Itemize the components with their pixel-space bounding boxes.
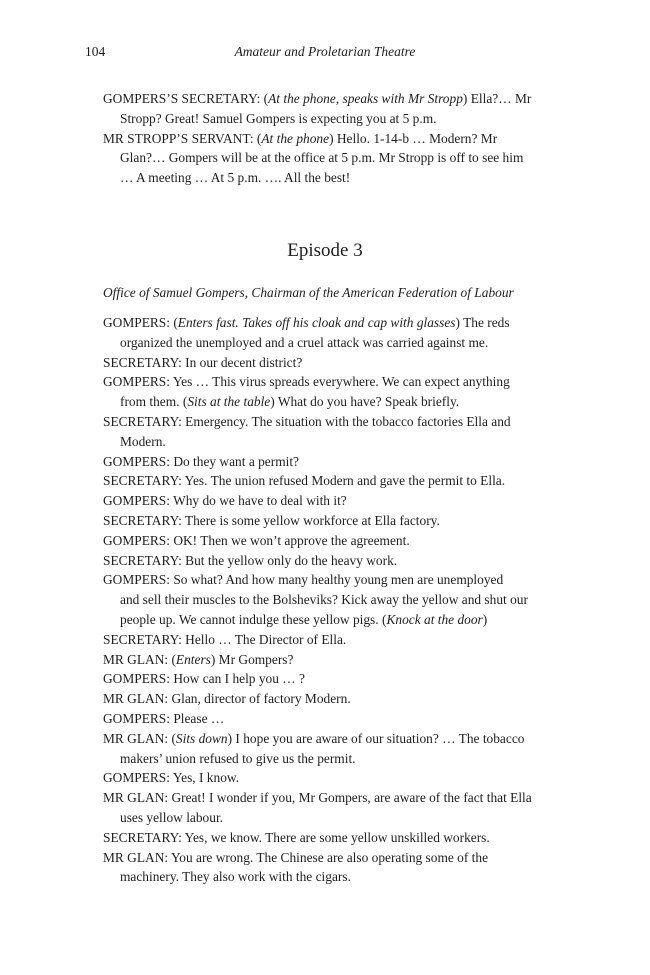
- dialogue-line-continuation: [103, 610, 553, 630]
- dialogue-text: ) Ella?… Mr: [462, 91, 532, 106]
- dialogue-text: SECRETARY: Yes, we know. There are some yellow unskilled workers.: [103, 829, 490, 845]
- dialogue-text: GOMPERS: How can I help you … ?: [103, 671, 305, 687]
- dialogue-text: MR STROPP’S SERVANT: (: [103, 130, 262, 146]
- dialogue-line-continuation: [103, 109, 553, 129]
- dialogue-text: ) Hello. 1-14-b … Modern? Mr: [329, 130, 498, 146]
- dialogue-text: GOMPERS: Please …: [103, 710, 225, 726]
- page-header: [0, 44, 650, 64]
- dialogue-line-continuation: [103, 749, 553, 769]
- dialogue-line: [103, 788, 553, 808]
- dialogue-line-continuation: [103, 590, 553, 610]
- dialogue-text: SECRETARY: Yes. The union refused Modern and gave the permit to Ella.: [103, 473, 506, 489]
- dialogue-line: [103, 848, 553, 868]
- dialogue-text: makers’ union refused to give us the permit.: [120, 750, 356, 766]
- stage-direction: Sits down: [175, 730, 228, 746]
- dialogue-text: SECRETARY: Hello … The Director of Ella.: [103, 631, 347, 647]
- dialogue-line: [103, 768, 553, 788]
- dialogue-text: people up. We cannot indulge these yellow pigs. (: [120, 611, 387, 627]
- dialogue-line: [103, 570, 553, 590]
- dialogue-line: [103, 353, 553, 373]
- dialogue-text: MR GLAN: (: [103, 730, 176, 746]
- stage-direction: At the phone, speaks with Mr Stropp: [268, 91, 463, 106]
- dialogue-text: MR GLAN: (: [103, 651, 176, 667]
- dialogue-text: SECRETARY: There is some yellow workforce at Ella factory.: [103, 512, 440, 528]
- dialogue-text: from them. (: [120, 394, 188, 410]
- stage-direction: At the phone: [261, 130, 330, 146]
- dialogue-line: [103, 129, 553, 149]
- dialogue-text: MR GLAN: Great! I wonder if you, Mr Gompers, are aware of the fact that Ella: [103, 790, 532, 806]
- dialogue-line: [103, 689, 553, 709]
- dialogue-line: [103, 412, 553, 432]
- stage-direction: Enters fast. Takes off his cloak and cap with glasses: [177, 315, 456, 330]
- episode-dialogue: [103, 313, 553, 887]
- dialogue-line: [103, 630, 553, 650]
- top-dialogue: [103, 89, 553, 188]
- dialogue-text: organized the unemployed and a cruel attack was carried against me.: [120, 334, 489, 350]
- dialogue-text: ) I hope you are aware of our situation? … The tobacco: [227, 730, 525, 746]
- dialogue-line-continuation: [103, 168, 553, 188]
- stage-direction: Sits at the table: [187, 394, 271, 410]
- dialogue-line: [103, 491, 553, 511]
- dialogue-line-continuation: [103, 392, 553, 412]
- dialogue-line-continuation: [103, 333, 553, 353]
- dialogue-line: [103, 471, 553, 491]
- dialogue-text: ): [482, 611, 488, 627]
- dialogue-text: SECRETARY: In our decent district?: [103, 354, 303, 370]
- dialogue-text: MR GLAN: You are wrong. The Chinese are also operating some of the: [103, 849, 489, 865]
- dialogue-text: SECRETARY: But the yellow only do the heavy work.: [103, 552, 398, 568]
- dialogue-line: [103, 828, 553, 848]
- dialogue-text: ) The reds: [455, 315, 510, 330]
- dialogue-line-continuation: [103, 867, 553, 887]
- dialogue-text: MR GLAN: Glan, director of factory Modern.: [103, 691, 351, 707]
- dialogue-text: GOMPERS: Yes … This virus spreads everywhere. We can expect anything: [103, 374, 510, 390]
- dialogue-text: GOMPERS: OK! Then we won’t approve the agreement.: [103, 532, 410, 548]
- dialogue-text: and sell their muscles to the Bolsheviks? Kick away the yellow and shut our: [120, 592, 528, 608]
- scene-setting: Office of Samuel Gompers, Chairman of the American Federation of Labour: [103, 285, 514, 300]
- episode-title: Episode 3: [287, 240, 363, 261]
- dialogue-line: [103, 511, 553, 531]
- dialogue-line: [103, 452, 553, 472]
- dialogue-line: [103, 89, 553, 109]
- dialogue-line-continuation: [103, 808, 553, 828]
- dialogue-line-continuation: [103, 432, 553, 452]
- dialogue-line: [103, 729, 553, 749]
- dialogue-text: … A meeting … At 5 p.m. …. All the best!: [120, 170, 351, 186]
- dialogue-text: GOMPERS: Do they want a permit?: [103, 453, 300, 469]
- dialogue-line: [103, 709, 553, 729]
- dialogue-line: [103, 313, 553, 333]
- dialogue-line: [103, 531, 553, 551]
- dialogue-text: ) Mr Gompers?: [210, 651, 294, 667]
- dialogue-text: GOMPERS’S SECRETARY: (: [103, 91, 269, 106]
- dialogue-text: ) What do you have? Speak briefly.: [270, 394, 460, 410]
- stage-direction: Enters: [175, 651, 211, 667]
- dialogue-line: [103, 372, 553, 392]
- running-title: Amateur and Proletarian Theatre: [234, 44, 416, 59]
- dialogue-text: GOMPERS: Yes, I know.: [103, 770, 240, 786]
- dialogue-line: [103, 669, 553, 689]
- dialogue-text: Modern.: [120, 433, 166, 449]
- dialogue-text: Glan?… Gompers will be at the office at 5 p.m. Mr Stropp is off to see him: [120, 150, 524, 166]
- dialogue-text: uses yellow labour.: [120, 809, 224, 825]
- page-number: 104: [85, 44, 106, 59]
- dialogue-text: machinery. They also work with the cigars.: [120, 869, 351, 885]
- dialogue-line: [103, 650, 553, 670]
- dialogue-text: Stropp? Great! Samuel Gompers is expecting you at 5 p.m.: [120, 110, 437, 126]
- dialogue-line-continuation: [103, 148, 553, 168]
- dialogue-text: GOMPERS: So what? And how many healthy young men are unemployed: [103, 572, 504, 588]
- stage-direction: Knock at the door: [386, 611, 483, 627]
- dialogue-text: SECRETARY: Emergency. The situation with the tobacco factories Ella and: [103, 413, 511, 429]
- dialogue-text: GOMPERS: (: [103, 315, 178, 330]
- dialogue-text: GOMPERS: Why do we have to deal with it?: [103, 493, 347, 509]
- dialogue-line: [103, 551, 553, 571]
